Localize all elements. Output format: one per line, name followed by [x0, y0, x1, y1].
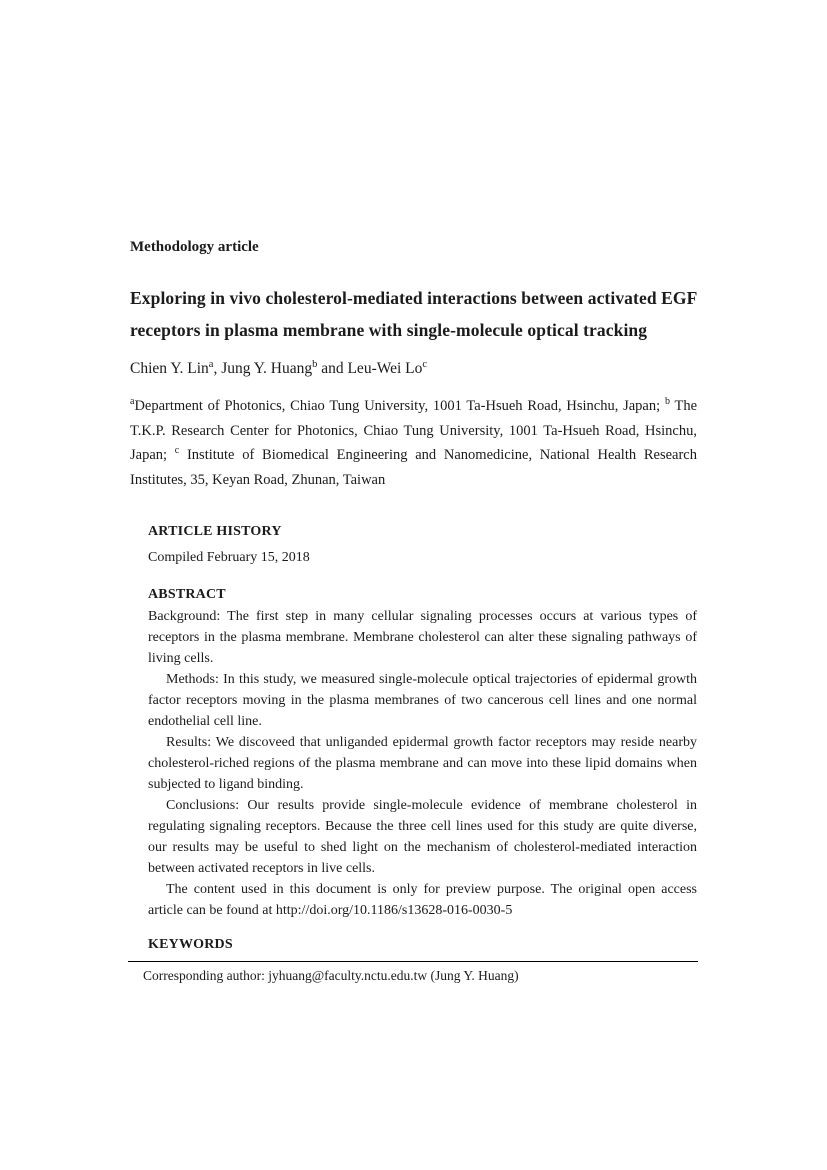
- affiliation-text: Institute of Biomedical Engineering and Nanomedicine, National Health Research Institutes, 35, Keyan Road, Zhunan, Taiwan: [130, 447, 697, 488]
- abstract-block: [148, 522, 697, 954]
- abstract-paragraph-methods: Methods: In this study, we measured single-molecule optical trajectories of epidermal growth factor receptors moving in the plasma membranes of two cancerous cell lines and one normal endothelial cell line.: [148, 672, 697, 729]
- affiliation-text: The T.K.P. Research Center for Photonics, Chiao Tung University, 1001 Ta-Hsueh Road, Hsinchu, Japan;: [130, 398, 698, 463]
- article-history-date: Compiled February 15, 2018: [148, 550, 310, 565]
- author-affiliation-mark: b: [312, 358, 318, 370]
- affiliation-mark: b: [664, 396, 670, 408]
- affiliations-paragraph: [130, 394, 697, 492]
- affiliation-mark: c: [174, 445, 180, 457]
- keywords-heading: KEYWORDS: [148, 937, 233, 952]
- paper-content: [130, 0, 697, 984]
- abstract-paragraph-conclusions: Conclusions: Our results provide single-molecule evidence of membrane cholesterol in regulating signaling receptors. Because the three cell lines used for this study are quite diverse, our results may be useful to shed light on the mechanism of cholesterol-mediated interaction between activated receptors in live cells.: [148, 798, 697, 876]
- author-line: [130, 359, 697, 379]
- abstract-paragraph-background: Background: The first step in many cellular signaling processes occurs at various types of receptors in the plasma membrane. Membrane cholesterol can alter these signaling pathways of living cells.: [148, 609, 697, 666]
- author-name: Leu-Wei Lo: [347, 360, 423, 377]
- corresponding-author-note: Corresponding author: jyhuang@faculty.nctu.edu.tw (Jung Y. Huang): [143, 968, 519, 983]
- affiliation-text: Department of Photonics, Chiao Tung University, 1001 Ta-Hsueh Road, Hsinchu, Japan;: [134, 398, 665, 414]
- author-name: Chien Y. Lin: [130, 360, 209, 377]
- author-separator: and: [317, 360, 348, 377]
- footnote-rule: [128, 961, 698, 962]
- article-history-heading: ARTICLE HISTORY: [148, 524, 282, 539]
- author-affiliation-mark: c: [422, 358, 428, 370]
- author-affiliation-mark: a: [208, 358, 214, 370]
- abstract-heading: ABSTRACT: [148, 587, 226, 602]
- article-type-label: Methodology article: [130, 239, 259, 255]
- abstract-paragraph-preview-note: The content used in this document is only for preview purpose. The original open access article can be found at http://doi.org/10.1186/s13628-016-0030-5: [148, 882, 697, 918]
- author-separator: ,: [213, 360, 222, 377]
- affiliation-mark: a: [130, 396, 135, 408]
- author-name: Jung Y. Huang: [221, 360, 313, 377]
- paper-title: Exploring in vivo cholesterol-mediated interactions between activated EGF receptors in plasma membrane with single-molecule optical tracking: [130, 288, 697, 340]
- abstract-paragraph-results: Results: We discoveed that unliganded epidermal growth factor receptors may reside nearby cholesterol-riched regions of the plasma membrane and can move into these lipid domains when subjected to ligand binding.: [148, 735, 697, 792]
